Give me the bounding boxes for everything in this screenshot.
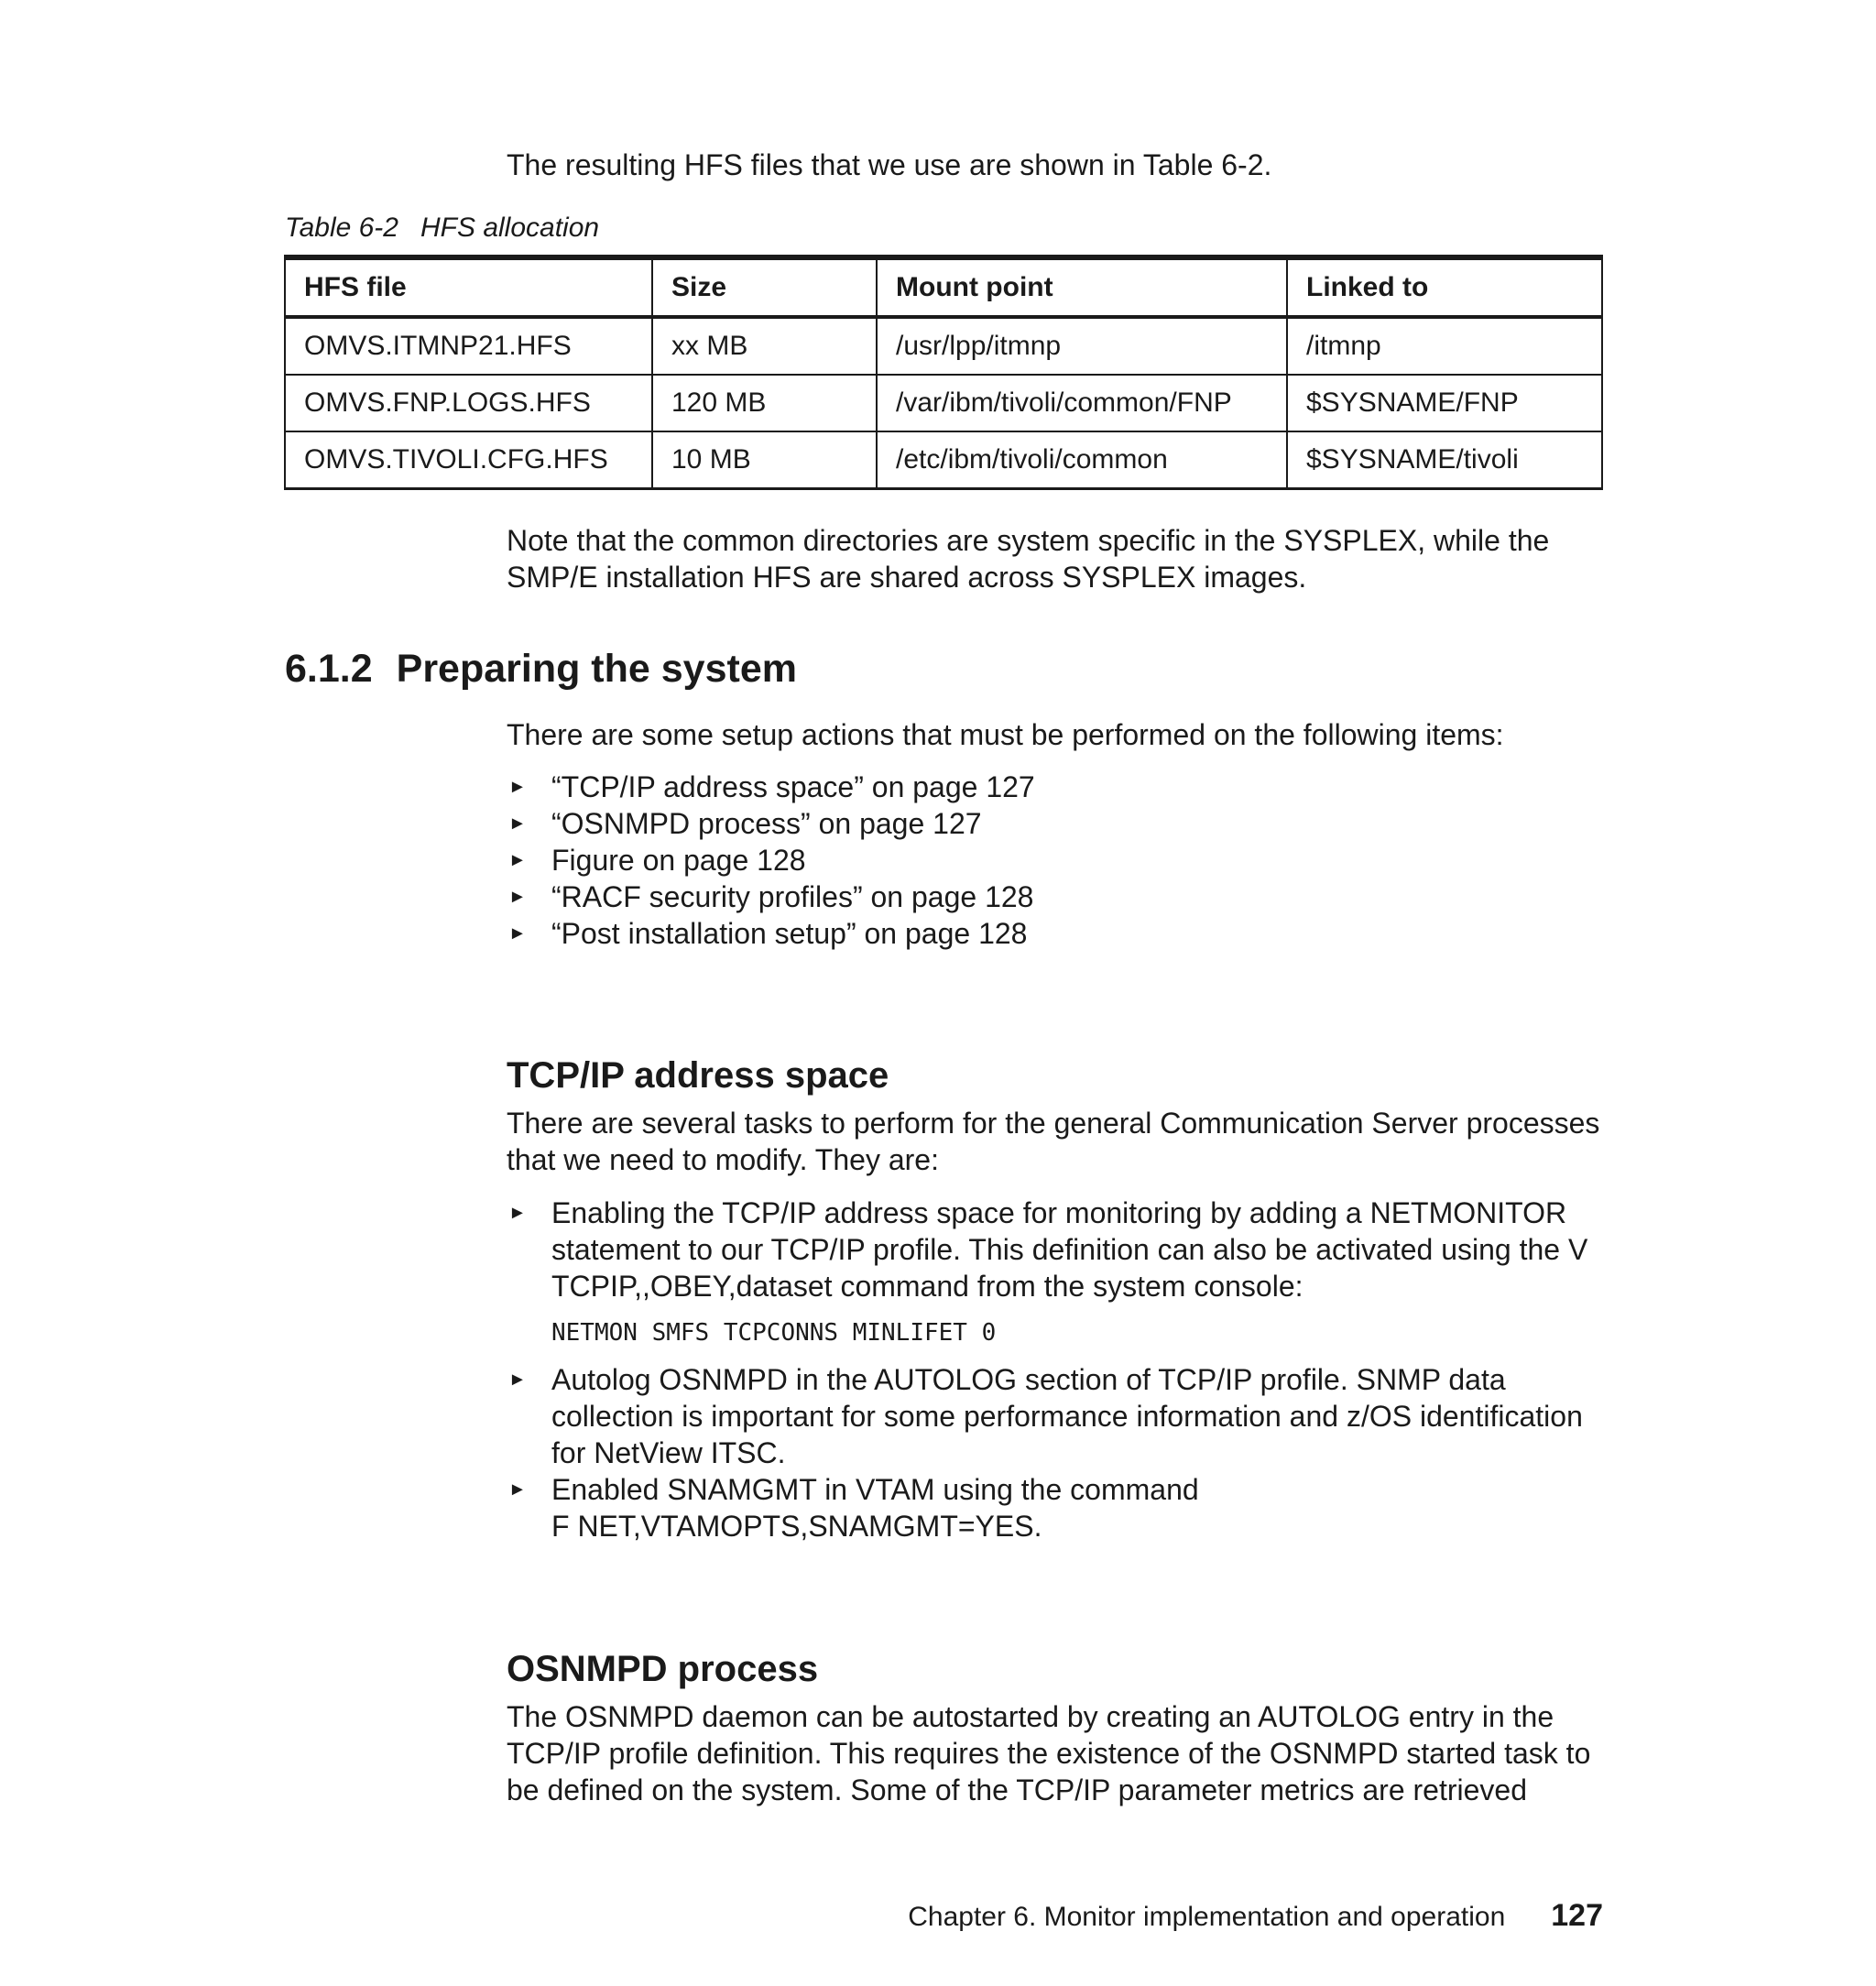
intro-paragraph: The resulting HFS files that we use are shown in Table 6-2. bbox=[507, 148, 1272, 181]
code-sample: NETMON SMFS TCPCONNS MINLIFET 0 bbox=[551, 1319, 997, 1347]
list-item bbox=[507, 769, 1606, 805]
bullet-arrow-icon: ► bbox=[508, 1203, 527, 1223]
table-cell: OMVS.TIVOLI.CFG.HFS bbox=[285, 431, 652, 489]
table-row bbox=[285, 375, 1602, 431]
list-item bbox=[507, 915, 1606, 952]
page-footer bbox=[908, 1898, 1603, 1934]
section-title: Preparing the system bbox=[396, 647, 797, 691]
bullet-arrow-icon: ► bbox=[508, 887, 527, 907]
table-caption-title: HFS allocation bbox=[420, 213, 600, 243]
bullet-arrow-icon: ► bbox=[508, 813, 527, 834]
table-cell: OMVS.ITMNP21.HFS bbox=[285, 317, 652, 375]
column-header-mount-point: Mount point bbox=[877, 257, 1287, 317]
section-intro: There are some setup actions that must be performed on the following items: bbox=[507, 718, 1504, 751]
cross-reference-link[interactable]: “OSNMPD process” on page 127 bbox=[551, 807, 982, 840]
cross-reference-link[interactable]: Figure on page 128 bbox=[551, 844, 806, 877]
section-number: 6.1.2 bbox=[285, 647, 373, 691]
table-cell: OMVS.FNP.LOGS.HFS bbox=[285, 375, 652, 431]
table-row bbox=[285, 317, 1602, 375]
tcpip-tasks-list bbox=[507, 1195, 1606, 1544]
table-caption-number: Table 6-2 bbox=[285, 213, 398, 243]
table-cell: $SYSNAME/tivoli bbox=[1287, 431, 1602, 489]
column-header-size: Size bbox=[652, 257, 877, 317]
bullet-arrow-icon: ► bbox=[508, 1479, 527, 1500]
note-paragraph: Note that the common directories are system specific in the SYSPLEX, while the SMP/E installation HFS are shared across SYSPLEX images. bbox=[507, 524, 1550, 594]
task-text: Enabled SNAMGMT in VTAM using the command bbox=[551, 1473, 1199, 1506]
footer-chapter: Chapter 6. Monitor implementation and operation bbox=[908, 1902, 1506, 1932]
column-header-hfs-file: HFS file bbox=[285, 257, 652, 317]
table-cell: xx MB bbox=[652, 317, 877, 375]
table-cell: $SYSNAME/FNP bbox=[1287, 375, 1602, 431]
cross-reference-link[interactable]: “RACF security profiles” on page 128 bbox=[551, 880, 1034, 913]
table-caption bbox=[285, 213, 599, 244]
tcpip-intro: There are several tasks to perform for the general Communication Server processes that we need to modify. They are: bbox=[507, 1107, 1600, 1176]
table-cell: /etc/ibm/tivoli/common bbox=[877, 431, 1287, 489]
page-number: 127 bbox=[1551, 1898, 1603, 1933]
bullet-arrow-icon: ► bbox=[508, 777, 527, 797]
table-cell: /usr/lpp/itmnp bbox=[877, 317, 1287, 375]
bullet-arrow-icon: ► bbox=[508, 1369, 527, 1390]
table-cell: 120 MB bbox=[652, 375, 877, 431]
list-item bbox=[507, 805, 1606, 842]
task-text: Enabling the TCP/IP address space for monitoring by adding a NETMONITOR statement to our TCP/IP profile. This definition can also be activated using the V TCPIP,,OBEY,dataset command from the system console: bbox=[551, 1196, 1588, 1303]
hfs-allocation-table bbox=[284, 255, 1603, 490]
task-command: F NET,VTAMOPTS,SNAMGMT=YES. bbox=[551, 1510, 1042, 1543]
table-cell: /itmnp bbox=[1287, 317, 1602, 375]
task-text: Autolog OSNMPD in the AUTOLOG section of TCP/IP profile. SNMP data collection is important for some performance information and z/OS identification for NetView ITSC. bbox=[551, 1363, 1583, 1469]
section-heading bbox=[285, 647, 797, 692]
cross-reference-link[interactable]: “TCP/IP address space” on page 127 bbox=[551, 770, 1035, 803]
list-item bbox=[507, 1471, 1606, 1544]
cross-reference-link[interactable]: “Post installation setup” on page 128 bbox=[551, 917, 1028, 950]
setup-items-list bbox=[507, 769, 1606, 952]
list-item bbox=[507, 1361, 1606, 1471]
osnmpd-paragraph: The OSNMPD daemon can be autostarted by creating an AUTOLOG entry in the TCP/IP profile definition. This requires the existence of the OSNMPD started task to be defined on the system. Some of the TCP/IP parameter metrics are retrieved bbox=[507, 1700, 1591, 1806]
list-item bbox=[507, 1195, 1606, 1348]
table-cell: 10 MB bbox=[652, 431, 877, 489]
column-header-linked-to: Linked to bbox=[1287, 257, 1602, 317]
osnmpd-heading: OSNMPD process bbox=[507, 1649, 819, 1689]
table-header-row bbox=[285, 257, 1602, 317]
table-cell: /var/ibm/tivoli/common/FNP bbox=[877, 375, 1287, 431]
table-row bbox=[285, 431, 1602, 489]
tcpip-heading: TCP/IP address space bbox=[507, 1055, 889, 1096]
bullet-arrow-icon: ► bbox=[508, 923, 527, 944]
bullet-arrow-icon: ► bbox=[508, 850, 527, 870]
list-item bbox=[507, 842, 1606, 878]
list-item bbox=[507, 878, 1606, 915]
